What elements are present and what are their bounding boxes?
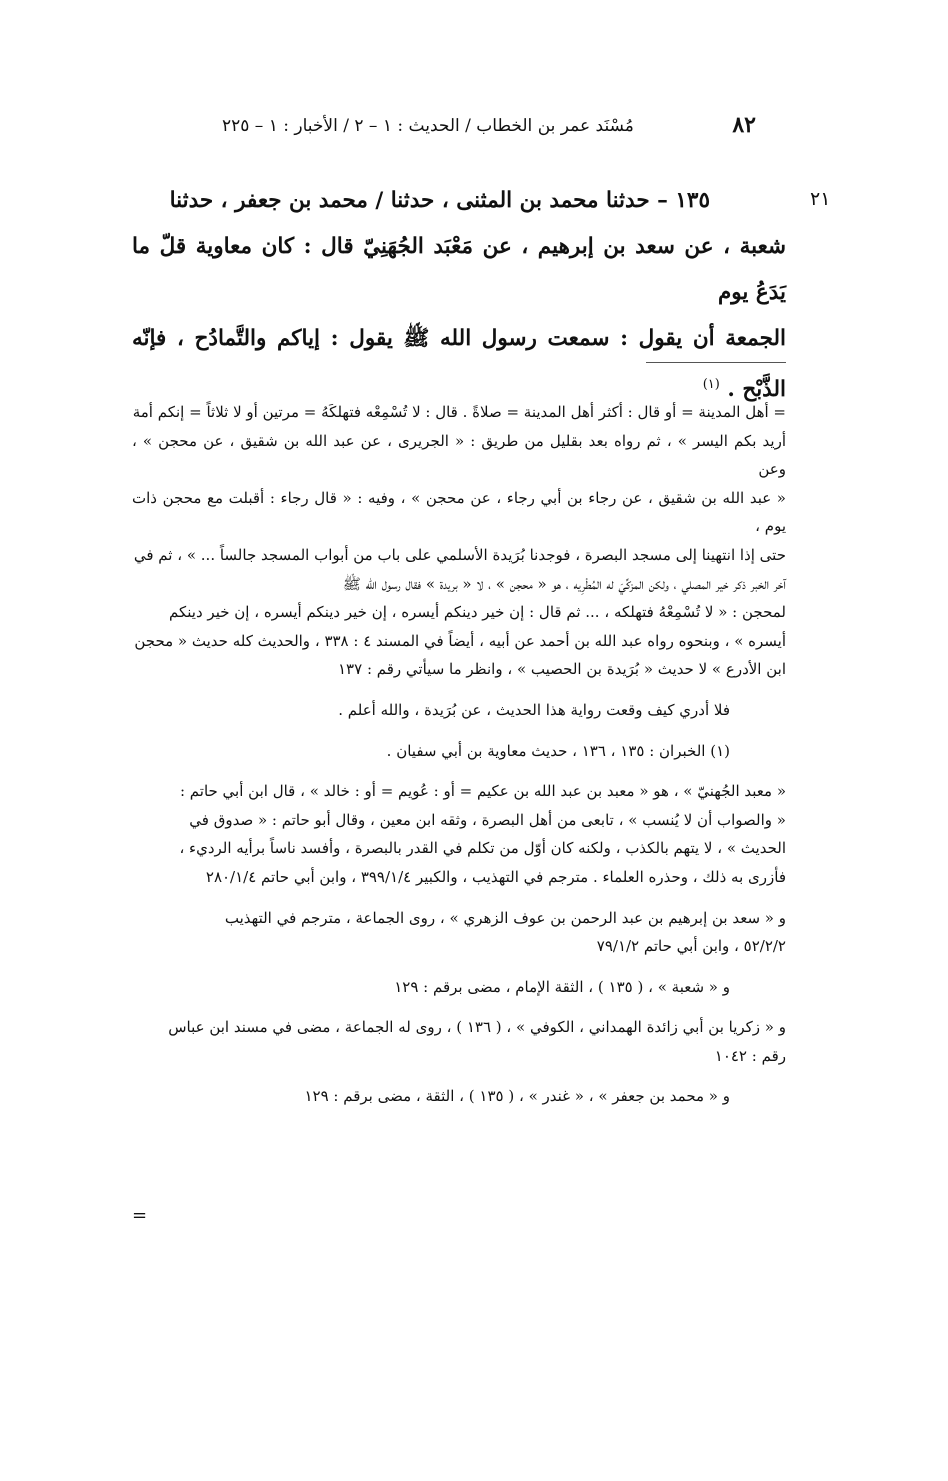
footnote-line: ٥٢/٢/٢ ، وابن أبي حاتم ٧٩/١/٢ — [596, 937, 786, 956]
footnote-1: (١) الخبران : ١٣٥ ، ١٣٦ ، حديث معاوية بن أبي سفيان . — [386, 741, 730, 760]
continuation-mark: = — [132, 1205, 148, 1226]
footnote-closing: فلا أدري كيف وقعت رواية هذا الحديث ، عن بُرَيدة ، والله أعلم . — [338, 700, 730, 719]
hadith-text — [132, 178, 786, 413]
footnote-line: لمحجن : « لا تُسْمِعْهُ فتهلكه ، ... ثم قال : إن خير دينكم أيسره ، إن خير دينكم أيسره ، إن خير دينكم — [169, 603, 786, 622]
footnote-divider — [646, 362, 786, 363]
footnote-line: « عبد الله بن شقيق ، عن رجاء بن أبي رجاء ، عن محجن » ، وفيه : « قال رجاء : أقبلت مع محجن ذات يوم ، — [132, 488, 786, 536]
hadith-line-2: شعبة ، عن سعد بن إبرهيم ، عن مَعْبَد الجُهَنِيّ قال : كان معاوية قلّ ما يَدَعُ يوم — [132, 234, 786, 305]
footnote-line: أريد بكم اليسر » ، ثم رواه بعد بقليل من طريق : « الجريرى ، عن عبد الله بن شقيق ، عن محجن » ، وعن — [132, 431, 786, 479]
footnote-line: فأزرى به ذلك ، وحذره العلماء . مترجم في التهذيب ، والكبير ٣٩٩/١/٤ ، وابن أبي حاتم ٢٨٠/١/٤ — [205, 867, 786, 886]
footnote-line: أيسره » ، وبنحوه رواه عبد الله بن أحمد عن أبيه ، أيضاً في المسند ٤ : ٣٣٨ ، والحديث كله حديث « محجن — [134, 631, 786, 650]
page-header — [222, 112, 756, 142]
margin-number: ٢١ — [810, 188, 831, 210]
footnote-line: و « سعد بن إبرهيم بن عبد الرحمن بن عوف الزهري » ، روى الجماعة ، مترجم في التهذيب — [224, 908, 786, 927]
running-title: مُسْنَد عمر بن الخطاب / الحديث : ١ – ٢ / الأخبار : ١ – ٢٢٥ — [222, 116, 634, 136]
footnote-line: و « زكريا بن أبي زائدة الهمداني ، الكوفي » ، ( ١٣٦ ) ، روى له الجماعة ، مضى في مسند ابن عباس — [168, 1018, 786, 1037]
footnote-line: ابن الأدرع » لا حديث « بُرَيدة بن الحصيب » ، وانظر ما سيأتي رقم : ١٣٧ — [338, 660, 786, 679]
hadith-line-1: ١٣٥ – حدثنا محمد بن المثنى ، حدثنا / محمد بن جعفر ، حدثنا — [169, 188, 710, 213]
footnote-reference: (١) — [702, 377, 720, 392]
footnote-line: الحديث » ، لا يتهم بالكذب ، ولكنه كان أوّل من تكلم في القدر بالبصرة ، وأفسد ناساً برأيه الرديء ، — [179, 839, 786, 858]
footnote-line: « والصواب أن لا يُنسب » ، تابعى من أهل البصرة ، وثقه ابن معين ، وقال أبو حاتم : « صدوق في — [189, 810, 786, 829]
footnote-line: حتى إذا انتهينا إلى مسجد البصرة ، فوجدنا بُرَيدة الأسلمي على باب من أبواب المسجد جالساً ... » ، ثم في — [133, 545, 786, 564]
footnote-line: رقم : ١٠٤٢ — [714, 1046, 786, 1065]
footnote-line: و « شعبة » ، ( ١٣٥ ) ، الثقة الإمام ، مضى برقم : ١٢٩ — [394, 977, 730, 996]
footnote-line: = أهل المدينة = أو قال : أكثر أهل المدينة = صلاةً . قال : لا تُسْمِعْه فتهلكَهُ = مرتين أو لا ثلاثاً = إنكم أمة — [132, 403, 786, 421]
footnote-line: آخر الخبر ذكر خير المصلي ، ولكن المزكِّيَ له المُطْرِيه ، هو « محجن » ، لا « بريدة » فقال رسول الله ﷺ — [342, 574, 786, 593]
hadith-line-3: الجمعة أن يقول : سمعت رسول الله ﷺ يقول : إياكم والتَّمادُح ، فإنّه الذَّبْح . $^{(١)}$ — [132, 326, 786, 403]
footnote-line: و « محمد بن جعفر » ، « غندر » ، ( ١٣٥ ) ، الثقة ، مضى برقم : ١٢٩ — [304, 1087, 730, 1106]
footnote-line: « معبد الجُهنيّ » ، هو « معبد بن عبد الله بن عكيم = أو : عُويم = أو : خالد » ، قال ابن أبي حاتم : — [179, 782, 786, 801]
footnotes-section — [132, 398, 786, 1111]
page-number: ٨٢ — [732, 112, 756, 138]
